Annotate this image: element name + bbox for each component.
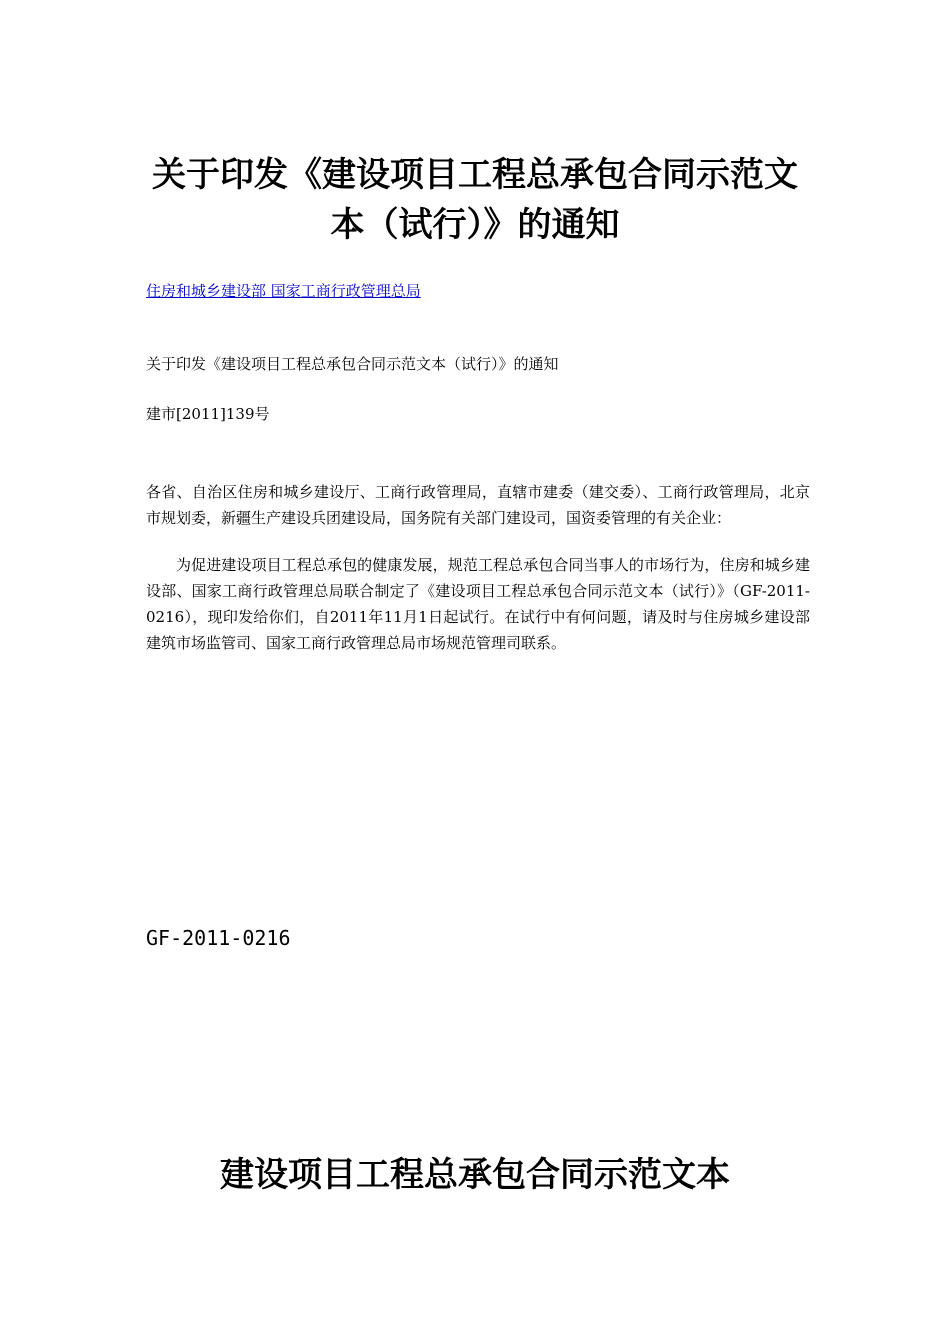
page-title: 关于印发《建设项目工程总承包合同示范文本（试行）》的通知 <box>152 155 798 245</box>
contract-title: 建设项目工程总承包合同示范文本 <box>220 1155 730 1195</box>
notice-title: 关于印发《建设项目工程总承包合同示范文本（试行）》的通知 <box>146 355 559 373</box>
authors-link[interactable]: 住房和城乡建设部 国家工商行政管理总局 <box>146 282 421 300</box>
document-number: 建市[2011]139号 <box>146 405 270 423</box>
contract-code: GF-2011-0216 <box>146 926 291 950</box>
addressees-paragraph: 各省、自治区住房和城乡建设厅、工商行政管理局，直辖市建委（建交委）、工商行政管理局，北京市规划委，新疆生产建设兵团建设局，国务院有关部门建设司，国资委管理的有关企业： <box>146 483 810 527</box>
body-paragraph: 为促进建设项目工程总承包的健康发展，规范工程总承包合同当事人的市场行为，住房和城乡建设部、国家工商行政管理总局联合制定了《建设项目工程总承包合同示范文本（试行）》（GF-2011-0216），现印发给你们，自2011年11月1日起试行。在试行中有何问题，请及时与住房城乡建设部建筑市场监管司、国家工商行政管理总局市场规范管理司联系。 <box>146 556 810 652</box>
